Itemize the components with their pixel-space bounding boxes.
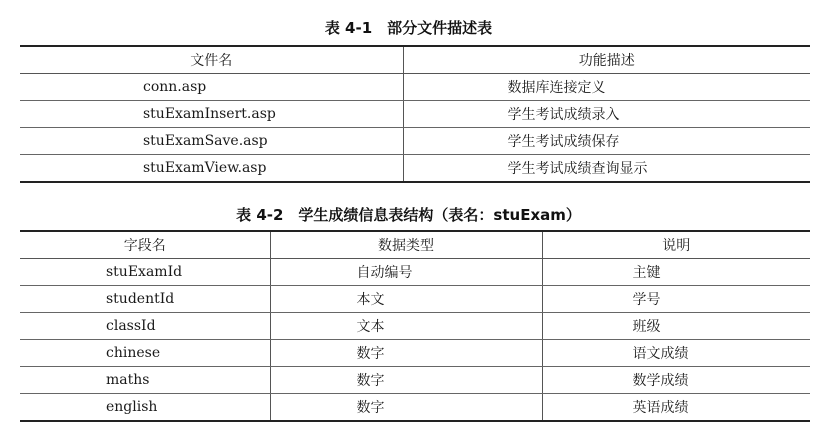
cell-field-name: chinese (20, 340, 270, 367)
cell-note: 语文成绩 (542, 340, 810, 367)
cell-field-name: english (20, 394, 270, 422)
cell-filename: stuExamSave.asp (20, 128, 403, 155)
table-row (20, 259, 810, 286)
table-row (20, 367, 810, 394)
cell-field-name: maths (20, 367, 270, 394)
table-row (20, 101, 810, 128)
table-row (20, 394, 810, 422)
cell-field-name: studentId (20, 286, 270, 313)
student-score-structure-table (20, 230, 810, 422)
cell-filename: stuExamView.asp (20, 155, 403, 183)
cell-description: 学生考试成绩录入 (403, 101, 810, 128)
file-description-table (20, 45, 810, 183)
column-header-filename: 文件名 (20, 46, 403, 74)
cell-data-type: 数字 (270, 367, 542, 394)
table-row (20, 340, 810, 367)
cell-data-type: 本文 (270, 286, 542, 313)
cell-field-name: classId (20, 313, 270, 340)
cell-field-name: stuExamId (20, 259, 270, 286)
cell-filename: conn.asp (20, 74, 403, 101)
table-row (20, 286, 810, 313)
cell-data-type: 数字 (270, 394, 542, 422)
table-row (20, 155, 810, 183)
table-row (20, 313, 810, 340)
cell-data-type: 数字 (270, 340, 542, 367)
cell-note: 主键 (542, 259, 810, 286)
table-row (20, 74, 810, 101)
table-header-row (20, 46, 810, 74)
table-header-row (20, 231, 810, 259)
cell-description: 学生考试成绩保存 (403, 128, 810, 155)
column-header-note: 说明 (542, 231, 810, 259)
table1-caption: 表 4-1 部分文件描述表 (324, 19, 493, 37)
cell-note: 英语成绩 (632, 400, 689, 416)
cell-data-type: 文本 (270, 313, 542, 340)
cell-description: 数据库连接定义 (403, 74, 810, 101)
column-header-field-name: 字段名 (20, 231, 270, 259)
cell-data-type: 自动编号 (270, 259, 542, 286)
cell-note: 学号 (542, 286, 810, 313)
cell-description: 学生考试成绩查询显示 (507, 161, 648, 177)
table2-caption: 表 4-2 学生成绩信息表结构（表名：stuExam） (236, 206, 581, 224)
column-header-function: 功能描述 (403, 46, 810, 74)
cell-filename: stuExamInsert.asp (20, 101, 403, 128)
column-header-data-type: 数据类型 (270, 231, 542, 259)
cell-note: 班级 (542, 313, 810, 340)
table-row (20, 128, 810, 155)
cell-note: 数学成绩 (542, 367, 810, 394)
